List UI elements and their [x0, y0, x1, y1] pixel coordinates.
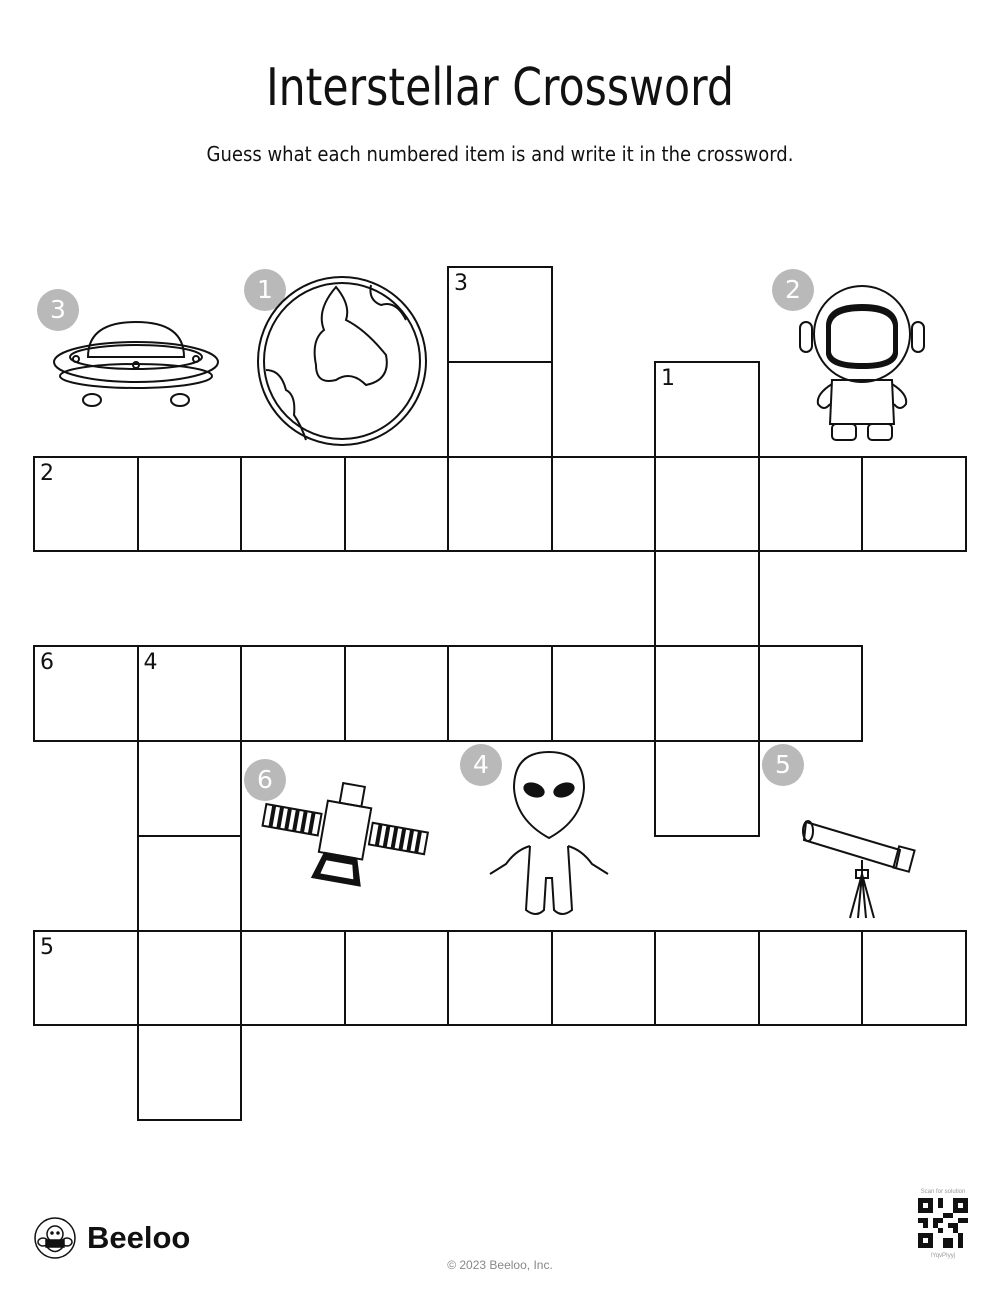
crossword-cell[interactable] — [344, 645, 450, 742]
crossword-cell[interactable] — [758, 456, 864, 553]
bee-icon — [33, 1216, 77, 1260]
crossword-cell[interactable] — [240, 930, 346, 1027]
crossword-cell[interactable] — [861, 930, 967, 1027]
clue-number: 3 — [454, 271, 468, 296]
crossword-cell[interactable] — [447, 645, 553, 742]
crossword-cell[interactable] — [447, 361, 553, 458]
crossword-cell[interactable] — [654, 361, 760, 458]
crossword-cell[interactable] — [654, 550, 760, 647]
crossword-cell[interactable] — [240, 645, 346, 742]
crossword-cell[interactable] — [654, 645, 760, 742]
picture-number-badge: 1 — [244, 269, 286, 311]
crossword-cell[interactable] — [137, 645, 243, 742]
crossword-cell[interactable] — [758, 930, 864, 1027]
crossword-cell[interactable] — [447, 266, 553, 363]
clue-number: 6 — [40, 650, 54, 676]
qr-caption: Scan for solution — [920, 1189, 966, 1195]
crossword-cell[interactable] — [551, 930, 657, 1027]
astronaut-icon — [798, 284, 926, 444]
crossword-cell[interactable] — [654, 930, 760, 1027]
crossword-cell[interactable] — [33, 645, 139, 742]
clue-number: 4 — [143, 650, 158, 676]
clue-number: 5 — [40, 934, 54, 960]
crossword-cell[interactable] — [447, 456, 553, 553]
crossword-cell[interactable] — [654, 740, 760, 837]
picture-number-badge: 3 — [37, 289, 79, 331]
beeloo-logo — [33, 1216, 190, 1260]
crossword-cell[interactable] — [344, 456, 450, 553]
crossword-cell[interactable] — [758, 645, 864, 742]
instructions: Guess what each numbered item is and write it in the crossword. — [206, 142, 794, 166]
solution-qr — [912, 1189, 974, 1259]
clue-number: 1 — [661, 365, 675, 391]
qr-code-text: lYqvPIyyj — [930, 1253, 956, 1259]
picture-number-badge: 4 — [460, 744, 502, 786]
crossword-cell[interactable] — [137, 930, 243, 1027]
picture-number-badge: 5 — [762, 744, 804, 786]
crossword-cell[interactable] — [551, 456, 657, 553]
telescope-icon — [800, 800, 918, 922]
crossword-cell[interactable] — [137, 835, 243, 932]
crossword-cell[interactable] — [861, 456, 967, 553]
satellite-icon — [258, 782, 430, 890]
copyright: © 2023 Beeloo, Inc. — [447, 1258, 553, 1272]
alien-icon — [486, 750, 612, 920]
qr-code-icon[interactable] — [918, 1198, 968, 1248]
crossword-cell[interactable] — [33, 456, 139, 553]
crossword-cell[interactable] — [240, 456, 346, 553]
picture-number-badge: 6 — [244, 759, 286, 801]
picture-number-badge: 2 — [772, 269, 814, 311]
brand-name: Beeloo — [87, 1220, 191, 1255]
crossword-cell[interactable] — [551, 645, 657, 742]
crossword-cell[interactable] — [33, 930, 139, 1027]
crossword-cell[interactable] — [344, 930, 450, 1027]
earth-icon — [256, 275, 431, 447]
crossword-cell[interactable] — [137, 1024, 243, 1121]
crossword-cell[interactable] — [137, 740, 243, 837]
clue-number: 2 — [40, 460, 54, 486]
crossword-cell[interactable] — [654, 456, 760, 553]
page-title: Interstellar Crossword — [266, 58, 734, 118]
ufo-icon — [52, 310, 222, 410]
crossword-cell[interactable] — [447, 930, 553, 1027]
crossword-cell[interactable] — [137, 456, 243, 553]
